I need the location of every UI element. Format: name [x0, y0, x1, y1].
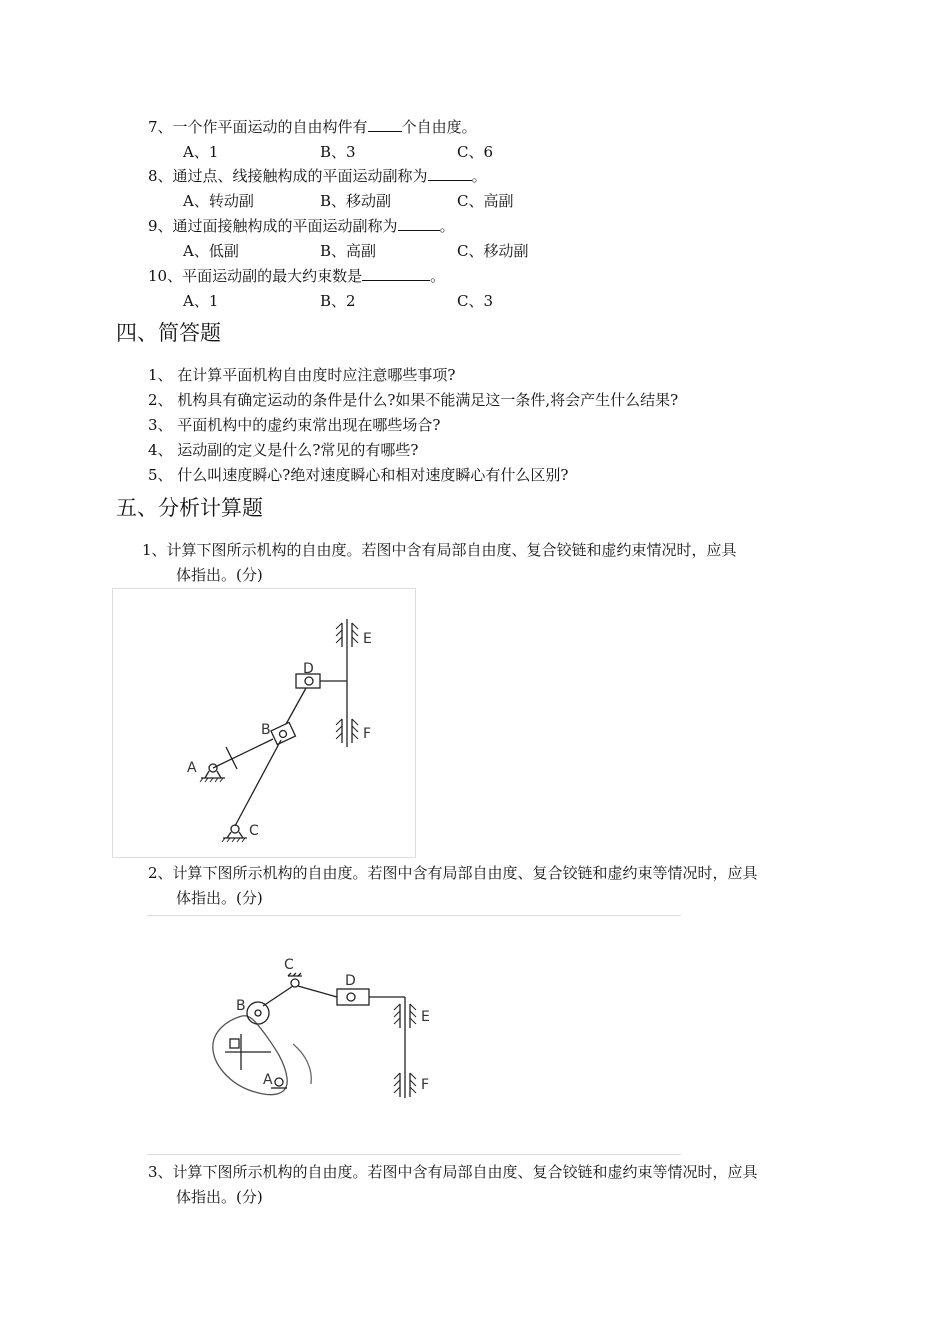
short-answer-item: 2、 机构具有确定运动的条件是什么?如果不能满足这一条件,将会产生什么结果?: [148, 391, 679, 409]
option-c: C、3: [457, 292, 494, 310]
option-a: A、1: [183, 143, 219, 161]
section-title-short-answer: 四、简答题: [116, 321, 221, 345]
option-c: C、高副: [457, 192, 514, 210]
short-answer-item: 1、 在计算平面机构自由度时应注意哪些事项?: [148, 366, 456, 384]
label-a: A: [263, 1072, 273, 1088]
problem-1-line2: 体指出。(分): [176, 566, 263, 584]
question-7: [148, 117, 477, 137]
option-a: A、低副: [183, 242, 239, 260]
question-text: 通过点、线接触构成的平面运动副称为: [172, 167, 428, 185]
question-text-end: 。: [439, 217, 455, 235]
question-number: 7、: [148, 118, 173, 136]
option-a: A、1: [183, 292, 219, 310]
label-f: F: [421, 1077, 430, 1093]
problem-2-line2: 体指出。(分): [176, 889, 263, 907]
option-b: B、移动副: [320, 192, 392, 210]
answer-blank: [362, 266, 430, 281]
mechanism-diagram-2: [147, 916, 681, 1154]
label-e: E: [363, 631, 372, 647]
question-text: 一个作平面运动的自由构件有: [172, 118, 368, 136]
answer-blank: [428, 166, 472, 181]
short-answer-item: 5、 什么叫速度瞬心?绝对速度瞬心和相对速度瞬心有什么区别?: [148, 466, 569, 484]
question-8: [148, 166, 487, 186]
label-d: D: [303, 661, 314, 677]
problem-3-line1: 3、计算下图所示机构的自由度。若图中含有局部自由度、复合铰链和虚约束等情况时，应具: [148, 1163, 758, 1181]
question-text-end: 。: [430, 267, 446, 285]
label-d: D: [345, 973, 356, 989]
label-e: E: [421, 1009, 430, 1025]
question-number: 8、: [148, 167, 173, 185]
question-text: 通过面接触构成的平面运动副称为: [172, 217, 398, 235]
option-c: C、移动副: [457, 242, 529, 260]
label-b: B: [261, 722, 271, 738]
question-text-end: 。: [471, 167, 487, 185]
question-number: 9、: [148, 217, 173, 235]
option-b: B、3: [320, 143, 356, 161]
section-title-calculation: 五、分析计算题: [116, 496, 263, 520]
option-b: B、2: [320, 292, 356, 310]
mechanism-figure-1: [112, 588, 416, 858]
question-9: [148, 216, 455, 236]
option-c: C、6: [457, 143, 494, 161]
question-text-end: 个自由度。: [401, 118, 477, 136]
mechanism-diagram-1: [113, 589, 415, 857]
label-c: C: [249, 823, 259, 839]
option-b: B、高副: [320, 242, 377, 260]
question-10: [148, 266, 445, 286]
mechanism-figure-2: [147, 915, 681, 1155]
question-number: 10、: [148, 267, 183, 285]
label-f: F: [363, 726, 372, 742]
problem-1-line1: 1、计算下图所示机构的自由度。若图中含有局部自由度、复合铰链和虚约束情况时，应具: [142, 541, 737, 559]
label-b: B: [236, 998, 246, 1014]
label-c: C: [284, 957, 294, 973]
answer-blank: [368, 117, 402, 132]
short-answer-item: 3、 平面机构中的虚约束常出现在哪些场合?: [148, 416, 441, 434]
answer-blank: [398, 216, 440, 231]
problem-3-line2: 体指出。(分): [176, 1188, 263, 1206]
label-a: A: [187, 760, 197, 776]
question-text: 平面运动副的最大约束数是: [182, 267, 363, 285]
short-answer-item: 4、 运动副的定义是什么?常见的有哪些?: [148, 441, 419, 459]
option-a: A、转动副: [183, 192, 254, 210]
problem-2-line1: 2、计算下图所示机构的自由度。若图中含有局部自由度、复合铰链和虚约束等情况时，应具: [148, 864, 758, 882]
